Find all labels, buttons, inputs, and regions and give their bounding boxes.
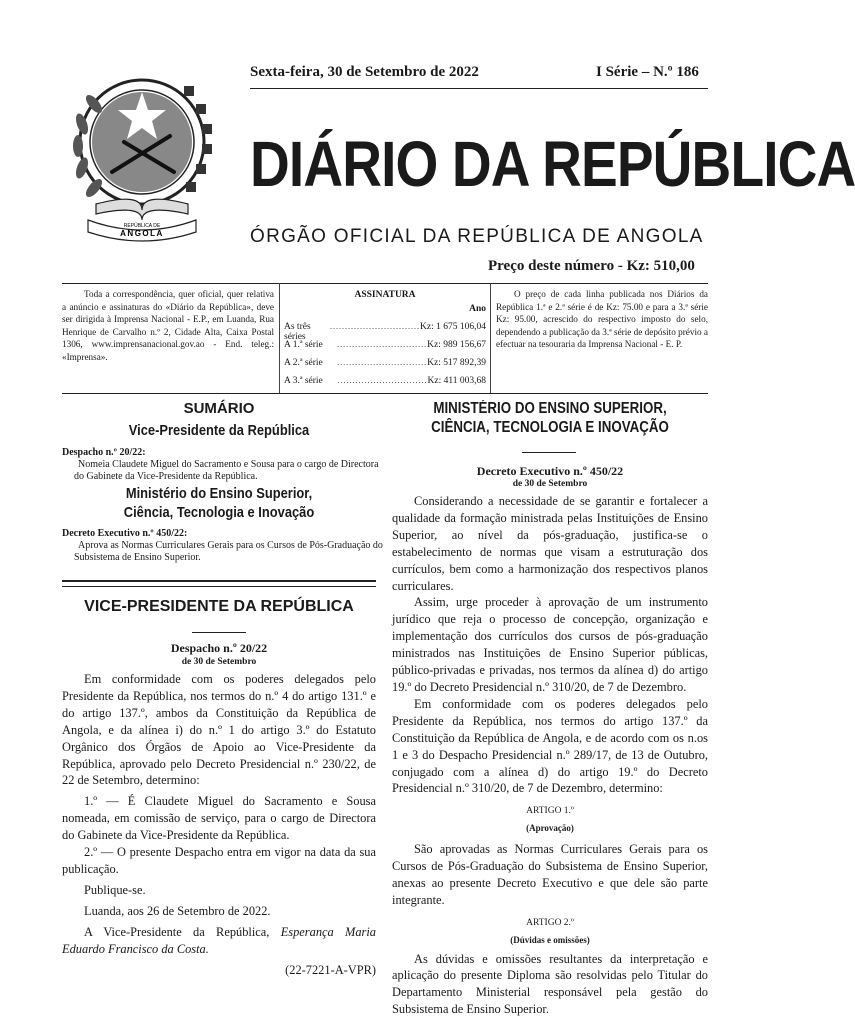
article-heading: ARTIGO 2.º — [526, 917, 574, 928]
paragraph: 1.º — É Claudete Miguel do Sacramento e Sousa nomeada, em comissão de serviço, para o cargo de Directora do Gabinete da Vice-Presidente da República. — [62, 794, 376, 843]
summary-item-heading: Decreto Executivo n.º 450/22: — [62, 528, 188, 539]
header-rule — [250, 88, 708, 89]
paragraph: As dúvidas e omissões resultantes da interpretação e aplicação do presente Diploma são resolvidas pelo Titular do Departamento Ministerial responsável pela gestão do Subsistema de Ensino Superior. — [392, 951, 708, 1017]
subscription-year-header: Ano — [469, 304, 486, 314]
correspondence-note: Toda a correspondência, quer oficial, quer relativa a anúncio e assinaturas do «Diário da República», deve ser dirigida à Imprensa Nacional - E.P., em Luanda, Rua Henrique de Carvalho n.º 2, Cidade Alta, Caixa Postal 1306, www.imprensanacional.gov.ao - End. teleg.: «Imprensa». — [62, 289, 274, 362]
paragraph: Considerando a necessidade de se garantir e fortalecer a qualidade da formação ministrada pelas Instituições de Ensino Superior, ao nível da pós-graduação, justifica-se o estabelecimento de normas que visam a estruturação dos currículos, bem como a harmonização dos respectivos planos curriculares. — [392, 494, 708, 593]
info-box-top-rule — [62, 283, 708, 284]
dot-leader: .............................. — [337, 358, 428, 367]
issue-price: Preço deste número - Kz: 510,00 — [488, 258, 695, 274]
subscription-row-label: As três séries — [284, 322, 311, 342]
section-double-rule — [62, 580, 376, 587]
subscription-row — [284, 358, 486, 368]
document-date: de 30 de Setembro — [512, 479, 588, 489]
document-date: de 30 de Setembro — [181, 657, 257, 667]
short-rule — [522, 452, 576, 453]
masthead-subtitle: ÓRGÃO OFICIAL DA REPÚBLICA DE ANGOLA — [250, 226, 704, 247]
paragraph: Assim, urge proceder à aprovação de um instrumento jurídico que reja o processo de concepção, organização e implementação dos currículos dos cursos de pós-graduação ministrados nas Instituições de Ensino Superior públicas, público-privadas e privadas, nos termos da alínea d) do artigo 19.º do Decreto Presidencial n.º 310/20, de 7 de Dezembro. — [392, 595, 708, 694]
summary-item-text: Aprova as Normas Curriculares Gerais para os Cursos de Pós-Graduação do Subsistema de Ensino Superior. — [74, 540, 383, 563]
paragraph: Publique-se. — [84, 882, 146, 897]
paragraph: Em conformidade com os poderes delegados pelo Presidente da República, nos termos do artigo 137.º da Constituição da República de Angola, e de acordo com os n.os 1 e 3 do Despacho Presidencial n.º 289/17, de 13 de Outubro, conjugado com a alínea d) do artigo 19.º do Decreto Presidencial n.º 310/20, de 7 de Dezembro, determino: — [392, 696, 708, 796]
subscription-row — [284, 376, 486, 386]
info-box-bottom-rule — [62, 393, 708, 394]
summary-item-heading: Despacho n.º 20/22: — [62, 447, 146, 458]
despacho-body — [62, 671, 376, 978]
ministry-title-line2: CIÊNCIA, TECNOLOGIA E INOVAÇÃO — [431, 419, 669, 436]
emblem-country-text: ANGOLA — [120, 229, 164, 238]
subscription-row — [284, 322, 486, 342]
subscription-row-label: A 2.ª série — [284, 358, 323, 368]
signature-name: Esperança Maria Eduardo Francisco da Costa. — [62, 924, 377, 956]
summary-section-vice-president: Vice-Presidente da República — [128, 422, 310, 439]
short-rule — [192, 632, 246, 633]
masthead-title: DIÁRIO DA REPÚBLICA — [250, 128, 855, 200]
ministry-title-line1: MINISTÉRIO DO ENSINO SUPERIOR, — [433, 400, 667, 417]
signature-line — [62, 924, 376, 958]
paragraph: Em conformidade com os poderes delegados pelo Presidente da República, nos termos do n.º 4 do artigo 131.º e do artigo 137.º, ambos da Constituição da República de Angola, e da alínea i) do n.º 1 do artigo 3.º do Estatuto Orgânico dos Órgãos de Apoio ao Vice-Presidente da República, aprovado pelo Decreto Presidencial n.º 230/22, de 22 de Setembro, determino: — [62, 672, 376, 788]
article-subheading: (Dúvidas e omissões) — [510, 934, 590, 945]
dot-leader: .............................. — [330, 322, 421, 331]
subscription-row-label: A 1.ª série — [284, 340, 323, 350]
section-title-vice-president: VICE-PRESIDENTE DA REPÚBLICA — [84, 598, 354, 615]
subscription-row-value: Kz: 517 892,39 — [427, 358, 486, 368]
paragraph: São aprovadas as Normas Curriculares Gerais para os Cursos de Pós-Graduação do Subsistema de Ensino Superior, anexas ao presente Decreto Executivo e que dele são parte integrante. — [392, 842, 708, 907]
subscription-row-value: Kz: 989 156,67 — [427, 340, 486, 350]
issue-date: Sexta-feira, 30 de Setembro de 2022 — [250, 64, 479, 80]
document-heading: Despacho n.º 20/22 — [170, 641, 268, 655]
summary-item-text: Nomeia Claudete Miguel do Sacramento e Sousa para o cargo de Directora do Gabinete da Vice-Presidente da República. — [74, 459, 379, 482]
angola-emblem — [66, 64, 214, 242]
summary-section-ministry-line1: Ministério do Ensino Superior, — [125, 485, 313, 502]
dot-leader: .............................. — [337, 376, 428, 385]
issue-serie: I Série – N.º 186 — [596, 64, 699, 80]
signature-prefix: A Vice-Presidente da República, — [84, 924, 281, 939]
subscription-row-value: Kz: 411 003,68 — [427, 376, 486, 386]
dot-leader: .............................. — [337, 340, 428, 349]
subscription-row-value: Kz: 1 675 106,04 — [420, 322, 486, 332]
article-heading: ARTIGO 1.º — [526, 806, 574, 817]
reference-code: (22-7221-A-VPR) — [285, 962, 376, 977]
info-divider-left — [279, 283, 280, 393]
summary-title: SUMÁRIO — [183, 400, 255, 417]
decreto-body — [392, 493, 708, 1018]
subscription-row — [284, 340, 486, 350]
article-subheading: (Aprovação) — [526, 823, 574, 834]
info-divider-right — [490, 283, 491, 393]
paragraph: Luanda, aos 26 de Setembro de 2022. — [84, 903, 271, 918]
document-heading: Decreto Executivo n.º 450/22 — [476, 464, 624, 478]
subscription-title: ASSINATURA — [354, 290, 416, 300]
summary-section-ministry-line2: Ciência, Tecnologia e Inovação — [123, 504, 315, 521]
line-price-note: O preço de cada linha publicada nos Diários da República 1.ª e 2.ª série é de Kz: 75.00 e para a 3.ª série Kz: 95.00, acrescido do respectivo imposto do selo, dependendo a publicação da 3.ª série de depósito prévio a efectuar na tesouraria da Imprensa Nacional - E. P. — [496, 289, 708, 350]
subscription-row-label: A 3.ª série — [284, 376, 323, 386]
paragraph: 2.º — O presente Despacho entra em vigor na data da sua publicação. — [62, 845, 376, 876]
emblem-banner-text: REPÚBLICA DE — [123, 223, 161, 229]
